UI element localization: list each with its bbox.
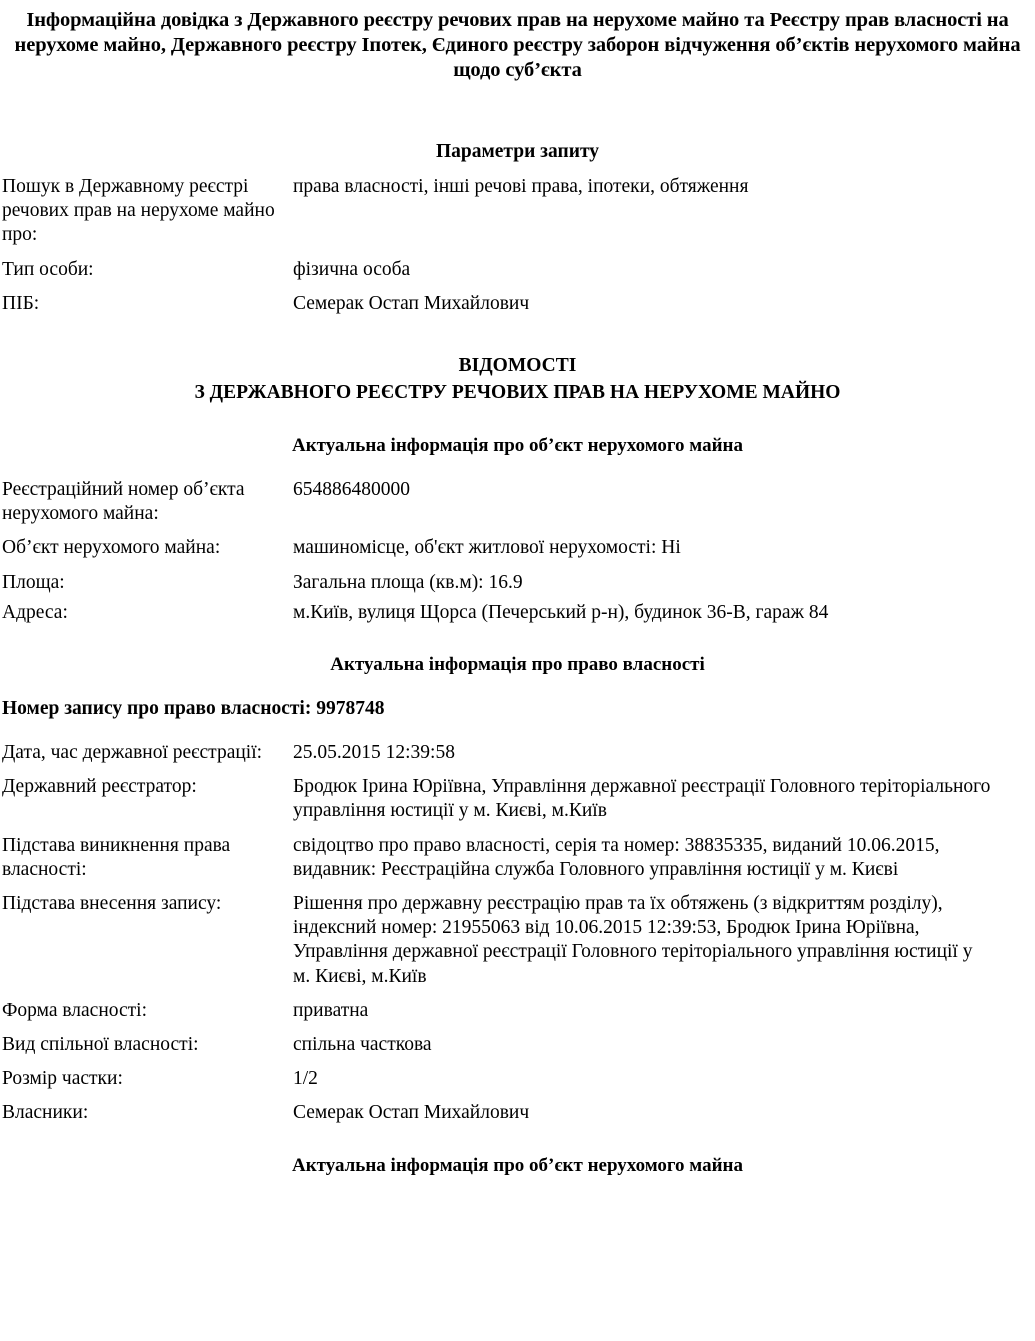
- spacer: [2, 1057, 1033, 1067]
- spacer: [2, 406, 1033, 434]
- spacer: [2, 677, 1033, 697]
- row-label: Адреса:: [2, 601, 68, 623]
- ownership-row-ownership-form: [2, 999, 1033, 1023]
- spacer: [2, 83, 1033, 139]
- row-label: Дата, час державної реєстрації:: [2, 742, 263, 764]
- ownership-row-title-basis: [2, 834, 1033, 882]
- row-value: Рішення про державну реєстрацію прав та їх обтяжень (з відкриттям розділу), індексний номер: 21955063 від 10.06.2015 12:39:53, Бродюк Ірина Юріївна, Управління державної реєстрації Головного теріторіального управління юстиції у м. Києві, м.Київ: [293, 893, 973, 987]
- spacer: [2, 458, 1033, 478]
- row-value: права власності, інші речові права, іпотеки, обтяження: [293, 176, 749, 197]
- property-row-address: [2, 601, 1033, 625]
- spacer: [2, 526, 1033, 536]
- ownership-row-registration-datetime: [2, 741, 1033, 765]
- row-label: Площа:: [2, 571, 65, 593]
- spacer: [2, 721, 1033, 741]
- spacer: [2, 882, 1033, 892]
- row-label: Розмір частки:: [2, 1068, 123, 1090]
- row-value: спільна часткова: [293, 1034, 432, 1056]
- spacer: [2, 561, 1033, 571]
- row-label: Підстава виникнення права власності:: [2, 834, 231, 880]
- document-title: Інформаційна довідка з Державного реєстру речових прав на нерухоме майно та Реєстру прав власності на нерухоме майно, Державного реєстру Іпотек, Єдиного реєстру заборон відчуження об’єктів нерухомого майна щодо суб’єкта: [14, 9, 1021, 81]
- document-page: [0, 8, 1035, 1341]
- row-value: 654886480000: [293, 479, 410, 501]
- ownership-heading: Актуальна інформація про право власності: [330, 654, 705, 676]
- query-parameters-heading: Параметри запиту: [435, 141, 600, 162]
- query-row-search-scope: [2, 175, 1033, 248]
- property-row-object: [2, 536, 1033, 560]
- row-label: Підстава внесення запису:: [2, 893, 222, 915]
- spacer: [2, 316, 1033, 352]
- row-value: машиномісце, об'єкт житлової нерухомості: Ні: [293, 537, 681, 559]
- spacer: [2, 1126, 1033, 1154]
- property-object-heading: Актуальна інформація про об’єкт нерухомого майна: [291, 435, 744, 457]
- registry-heading-line-1: ВІДОМОСТІ: [458, 355, 577, 377]
- ownership-record-number: Номер запису про право власності: 9978748: [2, 698, 385, 720]
- spacer: [2, 765, 1033, 775]
- row-label: Форма власності:: [2, 999, 148, 1021]
- spacer: [2, 248, 1033, 258]
- row-label: Тип особи:: [2, 258, 94, 280]
- row-value: приватна: [293, 999, 369, 1021]
- row-value: 25.05.2015 12:39:58: [293, 742, 455, 764]
- row-value: Семерак Остап Михайлович: [293, 1102, 530, 1124]
- property-row-area: [2, 571, 1033, 595]
- query-row-full-name: [2, 292, 1033, 316]
- row-label: Об’єкт нерухомого майна:: [2, 537, 221, 559]
- row-label: Реєстраційний номер об’єкта нерухомого майна:: [2, 479, 245, 525]
- row-label: Власники:: [2, 1102, 89, 1124]
- ownership-row-registrar: [2, 775, 1033, 823]
- spacer: [2, 1091, 1033, 1101]
- row-label: Державний реєстратор:: [2, 776, 197, 798]
- spacer: [2, 282, 1033, 292]
- row-value: Семерак Остап Михайлович: [293, 292, 530, 314]
- row-value: Загальна площа (кв.м): 16.9: [293, 571, 523, 593]
- row-label: Пошук в Державному реєстрі речових прав на нерухоме майно про:: [2, 176, 275, 246]
- query-row-person-type: [2, 258, 1033, 282]
- ownership-row-joint-ownership-type: [2, 1033, 1033, 1057]
- row-value: м.Київ, вулиця Щорса (Печерський р-н), будинок 36-В, гараж 84: [293, 601, 829, 623]
- ownership-row-owners: [2, 1101, 1033, 1125]
- spacer: [2, 165, 1033, 175]
- spacer: [2, 824, 1033, 834]
- registry-heading-line-2: З ДЕРЖАВНОГО РЕЄСТРУ РЕЧОВИХ ПРАВ НА НЕРУХОМЕ МАЙНО: [194, 382, 841, 404]
- row-label: ПІБ:: [2, 292, 40, 314]
- property-row-registration-number: [2, 478, 1033, 526]
- ownership-row-share-size: [2, 1067, 1033, 1091]
- spacer: [2, 1023, 1033, 1033]
- row-value: фізична особа: [293, 258, 411, 280]
- spacer: [2, 625, 1033, 653]
- spacer: [2, 989, 1033, 999]
- row-label: Вид спільної власності:: [2, 1034, 199, 1056]
- next-property-object-heading: Актуальна інформація про об’єкт нерухомого майна: [291, 1154, 744, 1176]
- ownership-row-record-basis: [2, 892, 1033, 989]
- row-value: 1/2: [293, 1068, 318, 1090]
- row-value: свідоцтво про право власності, серія та номер: 38835335, виданий 10.06.2015, видавник: Реєстраційна служба Головного управління юстиції у м. Києві: [293, 834, 940, 880]
- row-value: Бродюк Ірина Юріївна, Управління державної реєстрації Головного теріторіального управління юстиції у м. Києві, м.Київ: [293, 776, 991, 822]
